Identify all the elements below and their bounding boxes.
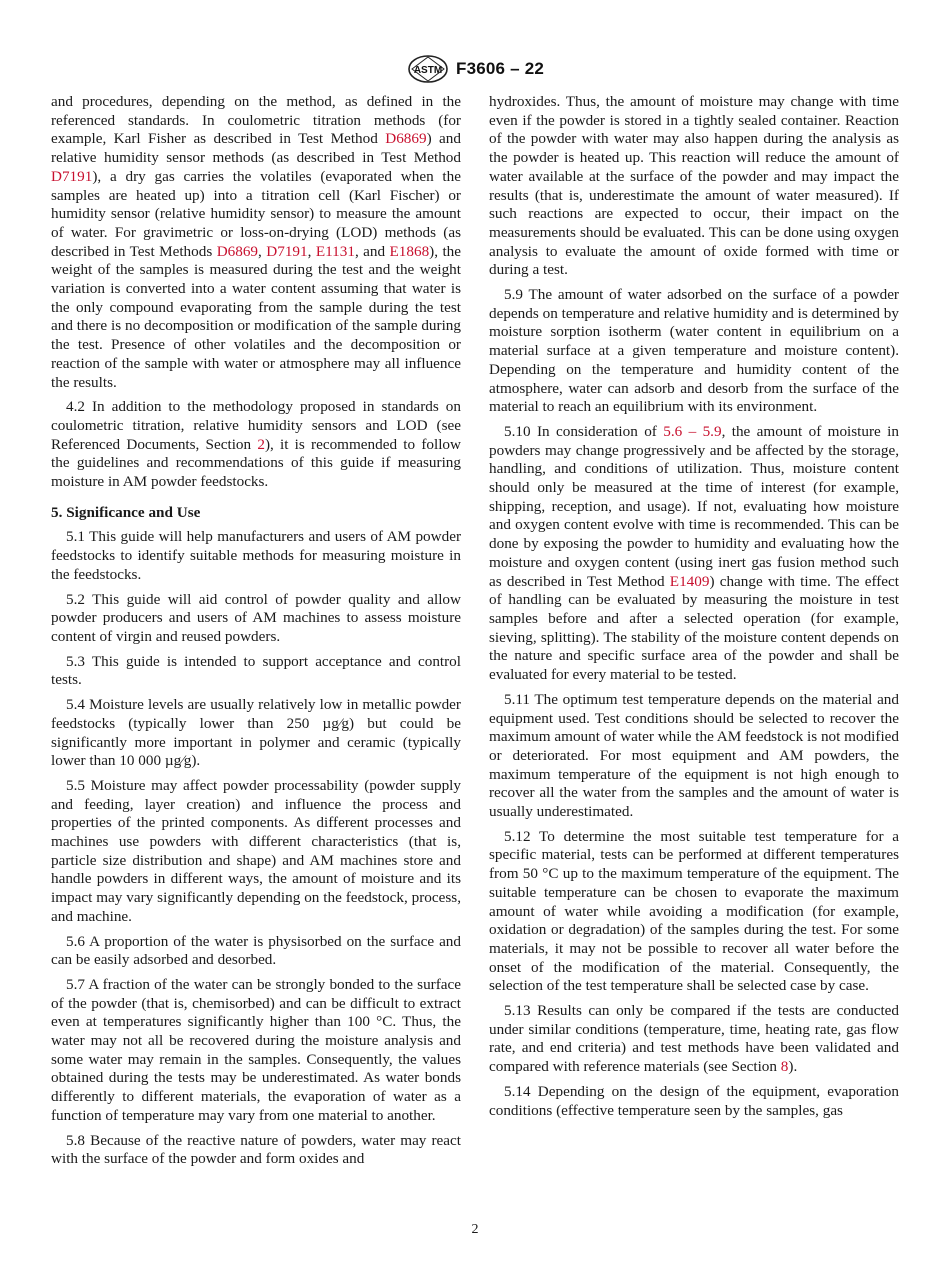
- paragraph-5-11: 5.11 The optimum test temperature depends on the material and equipment used. Test conditions should be selected to recover the maximum amount of water while the AM feedstock is not modified or deteriorated. For most equipment and AM powders, the maximum temperature of the equipment is not high enough to recover all the water from the samples and the amount of water is usually underestimated.: [489, 690, 899, 821]
- paragraph-5-5: 5.5 Moisture may affect powder processability (powder supply and feeding, layer creation) and influence the process and properties of the printed components. As different processes and machines use powders with different characteristics (that is, particle size distribution and shape) and AM machines store and handle powders in different ways, the amount of moisture and its impact may vary significantly depending on the feedstock, process, and machine.: [51, 776, 461, 925]
- paragraph-5-8: 5.8 Because of the reactive nature of powders, water may react with the surface of the powder and form oxides and: [51, 1131, 461, 1168]
- paragraph-5-14: 5.14 Depending on the design of the equipment, evaporation conditions (effective temperature seen by the samples, gas: [489, 1082, 899, 1119]
- section-heading-5: 5. Significance and Use: [51, 503, 201, 521]
- standard-designation: F3606 – 22: [455, 59, 544, 78]
- page-header: [0, 54, 950, 84]
- paragraph-5-13: 5.13 Results can only be compared if the tests are conducted under similar conditions (temperature, time, heating rate, gas flow rate, and end criteria) and test methods have been validated and compared with reference materials (see Section 8).: [489, 1002, 899, 1076]
- paragraph-5-4: 5.4 Moisture levels are usually relatively low in metallic powder feedstocks (typically lower than 250 µg⁄g) but could be significantly more important in polymer and ceramic (typically lower than 10 000 µg⁄g).: [51, 696, 461, 770]
- paragraph-5-12: 5.12 To determine the most suitable test temperature for a specific material, tests can be performed at different temperatures from 50 °C up to the maximum temperature of the equipment. The suitable temperature can be chosen to evaporate the maximum amount of water while avoiding a modification (for example, oxidation or degradation) of the samples during the test. For some materials, it may not be possible to recover all water before the onset of the modification of the material. Consequently, the selection of the test temperature shall be selected case by case.: [489, 827, 899, 995]
- reference-link-d7191[interactable]: D7191: [51, 167, 93, 185]
- paragraph-5-1: 5.1 This guide will help manufacturers and users of AM powder feedstocks to identify suitable methods for measuring moisture in the feedstocks.: [51, 528, 461, 583]
- paragraph-5-3: 5.3 This guide is intended to support acceptance and control tests.: [51, 652, 461, 689]
- reference-link-e1131[interactable]: E1131: [315, 242, 355, 260]
- left-column: [51, 93, 461, 1175]
- paragraph-continuation: and procedures, depending on the method, as defined in the referenced standards. In coulometric titration methods (for example, Karl Fisher as described in Test Method D6869) and relative humidity sensor methods (as described in Test Method D7191), a dry gas carries the volatiles (evaporated when the samples are heated up) into a titration cell (Karl Fischer) or humidity sensor (relative humidity sensor) to measure the amount of water. For gravimetric or loss-on-drying (LOD) methods (as described in Test Methods D6869, D7191, E1131, and E1868), the weight of the samples is measured during the test and the weight variation is converted into a water content assuming that water is the only compound evaporating from the sample during the test and there is no decomposition or modification of the sample during the test. Presence of other volatiles and the decomposition or reaction of the sample with water or atmosphere may all influence the results.: [51, 93, 462, 391]
- astm-logo-icon: [406, 55, 450, 83]
- page-number: 2: [471, 1222, 479, 1237]
- paragraph-4-2: 4.2 In addition to the methodology proposed in standards on coulometric titration, relative humidity sensors and LOD (see Referenced Documents, Section 2), it is recommended to follow the guidelines and recommendations of this guide if measuring moisture in AM powder feedstocks.: [51, 398, 461, 491]
- reference-link-section-2[interactable]: 2: [257, 435, 265, 453]
- reference-link-section-8[interactable]: 8: [780, 1058, 789, 1076]
- reference-link-e1868[interactable]: E1868: [389, 242, 430, 260]
- reference-link-d6869[interactable]: D6869: [216, 242, 259, 260]
- paragraph-5-6: 5.6 A proportion of the water is physisorbed on the surface and can be easily adsorbed and desorbed.: [51, 932, 461, 969]
- paragraph-5-8-continuation: hydroxides. Thus, the amount of moisture may change with time even if the powder is stored in a tightly sealed container. Reaction of the powder with water may also happen during the analysis as the powder is heated up. This reaction will reduce the amount of water available at the surface of the powder and may impact the results (that is, underestimate the amount of water measured). If such reactions are expected to occur, their impact on the measurements should be evaluated. This can be done using oxygen analysis to evaluate the amount of oxide formed with time or during a test.: [489, 93, 899, 279]
- paragraph-5-2: 5.2 This guide will aid control of powder quality and allow powder producers and users of AM machines to assess moisture content of virgin and reused powders.: [51, 590, 461, 645]
- paragraph-5-10: 5.10 In consideration of 5.6 – 5.9, the amount of moisture in powders may change progressively and be affected by the storage, handling, and conditions of utilization. Thus, moisture content should only be measured at the time of interest (for example, shipping, reception, and usage). If not, evaluating how moisture and oxygen content evolve with time is recommended. This can be done by exposing the powder to humidity and evaluating how the moisture and oxygen content (using inert gas fusion method such as described in Test Method E1409) change with time. The effect of handling can be evaluated by measuring the moisture in test samples before and after a selected operation (for example, sieving, splitting). The stability of the moisture content depends on the nature and specific surface area of the powder and shall be evaluated for every material to be tested.: [489, 422, 899, 684]
- right-column: [489, 93, 899, 1126]
- paragraph-5-9: 5.9 The amount of water adsorbed on the surface of a powder depends on temperature and relative humidity and is determined by moisture sorption isotherm (water content in equilibrium on a material surface at a given temperature and moisture content). Depending on the temperature and humidity content of the atmosphere, water can adsorb and desorb from the surface of the material to reach an equilibrium with its environment.: [489, 286, 899, 416]
- logo-text: ASTM: [413, 65, 443, 76]
- reference-link-e1409[interactable]: E1409: [669, 572, 710, 590]
- reference-link-5-6-5-9[interactable]: 5.6 – 5.9: [663, 422, 722, 440]
- paragraph-5-7: 5.7 A fraction of the water can be strongly bonded to the surface of the powder (that is, chemisorbed) and can be difficult to extract even at temperatures significantly higher than 100 °C. Thus, the water may not all be recovered during the moisture analysis and some water may remain in the samples. Consequently, the values obtained during the tests may be underestimated. As water bonds differently to different materials, the evaporation of water as a function of temperature may vary from one material to another.: [51, 975, 461, 1124]
- reference-link-d7191[interactable]: D7191: [266, 242, 308, 260]
- reference-link-d6869[interactable]: D6869: [385, 130, 427, 148]
